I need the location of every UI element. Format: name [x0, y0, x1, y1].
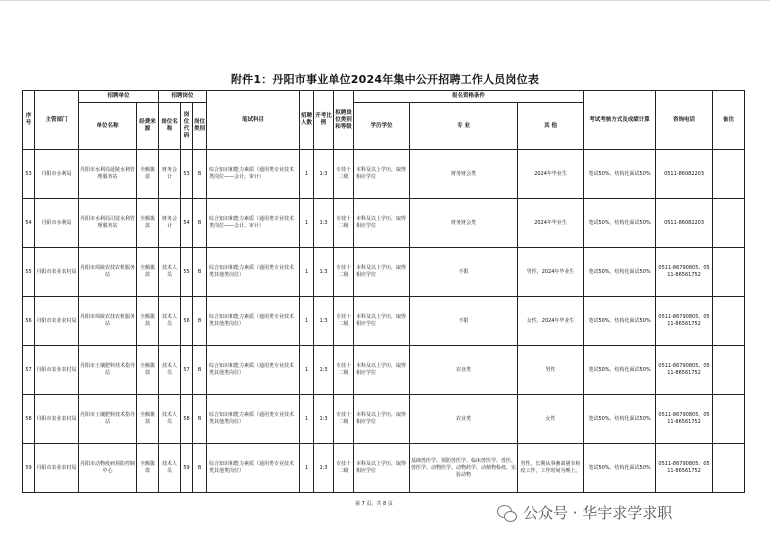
header-post-type: 岗位类别 [193, 103, 207, 150]
watermark [497, 502, 672, 523]
cell-funding: 全额拨款 [137, 297, 159, 346]
cell-category: 专技十二级 [334, 346, 354, 395]
cell-exam: 综合知识和能力素质（通用类专业技术类其他类岗位） [207, 248, 300, 297]
header-unit-group: 招聘单位 [79, 91, 159, 103]
header-row-1 [23, 91, 745, 103]
cell-funding: 全额拨款 [137, 199, 159, 248]
cell-ratio: 1:3 [314, 395, 334, 444]
job-table [22, 90, 745, 493]
cell-post-code: 56 [181, 297, 193, 346]
cell-method: 笔试50%，结构化面试50% [584, 248, 656, 297]
cell-method: 笔试50%，结构化面试50% [584, 346, 656, 395]
cell-unit: 丹阳市土壤肥料技术指导站 [79, 395, 137, 444]
header-other: 其 他 [518, 103, 584, 150]
cell-ratio: 1:3 [314, 248, 334, 297]
cell-unit: 丹阳市水利局司徒水利管理服务站 [79, 199, 137, 248]
header-post-group: 招聘岗位 [159, 91, 207, 103]
cell-major: 财务财会类 [410, 150, 518, 199]
cell-seq: 53 [23, 150, 35, 199]
cell-other: 男性，长期从事畜禽屠宰检疫工作，工作时间为晚上。 [518, 444, 584, 493]
cell-post-name: 技术人员 [159, 395, 181, 444]
cell-category: 专技十二级 [334, 150, 354, 199]
cell-phone: 0511-86790805、0511-86561752 [656, 297, 713, 346]
table-row [23, 444, 745, 493]
cell-count: 1 [300, 444, 314, 493]
wechat-icon [497, 503, 517, 523]
watermark-text: 公众号 · 华宇求学求职 [523, 504, 673, 522]
cell-method: 笔试50%，结构化面试50% [584, 395, 656, 444]
cell-exam: 综合知识和能力素质（通用类专业技术类岗位——会计、审计） [207, 199, 300, 248]
cell-seq: 57 [23, 346, 35, 395]
cell-phone: 0511-86790805、0511-86561752 [656, 395, 713, 444]
cell-major: 农业类 [410, 346, 518, 395]
cell-count: 1 [300, 199, 314, 248]
cell-phone: 0511-86790805、0511-86561752 [656, 248, 713, 297]
cell-exam: 综合知识和能力素质（通用类专业技术类岗位——会计、审计） [207, 150, 300, 199]
cell-exam: 综合知识和能力素质（通用类专业技术类其他类岗位） [207, 346, 300, 395]
cell-notes [713, 395, 745, 444]
cell-funding: 全额拨款 [137, 150, 159, 199]
cell-post-code: 54 [181, 199, 193, 248]
cell-education: 本科及以上学历，取得相应学位 [354, 346, 410, 395]
cell-notes [713, 248, 745, 297]
cell-post-type: B [193, 395, 207, 444]
cell-education: 本科及以上学历，取得相应学位 [354, 199, 410, 248]
cell-method: 笔试50%，结构化面试50% [584, 444, 656, 493]
cell-post-name: 财务会计 [159, 150, 181, 199]
cell-other: 男性 [518, 346, 584, 395]
cell-method: 笔试50%，结构化面试50% [584, 199, 656, 248]
cell-seq: 59 [23, 444, 35, 493]
cell-post-code: 55 [181, 248, 193, 297]
cell-authority: 丹阳市水利局 [35, 199, 79, 248]
cell-authority: 丹阳市水利局 [35, 150, 79, 199]
cell-notes [713, 150, 745, 199]
cell-other: 男性，2024年毕业生 [518, 248, 584, 297]
cell-other: 2024年毕业生 [518, 199, 584, 248]
header-exam: 笔试科目 [207, 91, 300, 150]
cell-ratio: 1:3 [314, 150, 334, 199]
cell-post-name: 技术人员 [159, 297, 181, 346]
cell-category: 专技十二级 [334, 297, 354, 346]
cell-funding: 全额拨款 [137, 346, 159, 395]
cell-category: 专技十二级 [334, 395, 354, 444]
header-education: 学历学位 [354, 103, 410, 150]
cell-post-code: 57 [181, 346, 193, 395]
table-row [23, 248, 745, 297]
cell-education: 本科及以上学历，取得相应学位 [354, 297, 410, 346]
cell-post-type: B [193, 297, 207, 346]
page-top-border [0, 0, 770, 1]
header-method: 考试考核方式及成绩计算 [584, 91, 656, 150]
cell-seq: 56 [23, 297, 35, 346]
cell-notes [713, 297, 745, 346]
cell-seq: 55 [23, 248, 35, 297]
cell-notes [713, 444, 745, 493]
cell-authority: 丹阳市农业农村局 [35, 248, 79, 297]
header-category: 拟聘岗位类别和等级 [334, 91, 354, 150]
header-post-name: 岗位名称 [159, 103, 181, 150]
cell-phone: 0511-86790805、0511-86561752 [656, 346, 713, 395]
cell-other: 女性 [518, 395, 584, 444]
cell-authority: 丹阳市农业农村局 [35, 297, 79, 346]
cell-ratio: 1:3 [314, 199, 334, 248]
page-number: 第 7 页，共 8 页 [355, 501, 393, 507]
cell-post-code: 58 [181, 395, 193, 444]
cell-post-type: B [193, 150, 207, 199]
cell-notes [713, 346, 745, 395]
header-notes: 备注 [713, 91, 745, 150]
page-title: 附件1：丹阳市事业单位2024年集中公开招聘工作人员岗位表 [230, 73, 540, 86]
cell-funding: 全额拨款 [137, 395, 159, 444]
cell-education: 本科及以上学历，取得相应学位 [354, 444, 410, 493]
cell-post-name: 技术人员 [159, 248, 181, 297]
table-row [23, 297, 745, 346]
cell-authority: 丹阳市农业农村局 [35, 395, 79, 444]
cell-exam: 综合知识和能力素质（通用类专业技术类其他类岗位） [207, 444, 300, 493]
cell-exam: 综合知识和能力素质（通用类专业技术类其他类岗位） [207, 297, 300, 346]
cell-exam: 综合知识和能力素质（通用类专业技术类其他类岗位） [207, 395, 300, 444]
cell-post-code: 53 [181, 150, 193, 199]
cell-major: 财务财会类 [410, 199, 518, 248]
cell-post-type: B [193, 248, 207, 297]
cell-authority: 丹阳市农业农村局 [35, 346, 79, 395]
cell-other: 2024年毕业生 [518, 150, 584, 199]
cell-education: 本科及以上学历，取得相应学位 [354, 150, 410, 199]
cell-post-type: B [193, 444, 207, 493]
header-unit-name: 单位名称 [79, 103, 137, 150]
cell-category: 专技十二级 [334, 199, 354, 248]
cell-authority: 丹阳市农业农村局 [35, 444, 79, 493]
cell-funding: 全额拨款 [137, 248, 159, 297]
header-ratio: 开考比例 [314, 91, 334, 150]
cell-notes [713, 199, 745, 248]
cell-post-name: 技术人员 [159, 444, 181, 493]
cell-unit: 丹阳市珥陵农技农机服务站 [79, 297, 137, 346]
header-phone: 咨询电话 [656, 91, 713, 150]
cell-unit: 丹阳市动物疫病预防控制中心 [79, 444, 137, 493]
header-count: 招聘人数 [300, 91, 314, 150]
cell-post-name: 技术人员 [159, 346, 181, 395]
cell-post-name: 财务会计 [159, 199, 181, 248]
cell-education: 本科及以上学历，取得相应学位 [354, 395, 410, 444]
header-seq: 序号 [23, 91, 35, 150]
cell-post-type: B [193, 199, 207, 248]
cell-method: 笔试50%，结构化面试50% [584, 150, 656, 199]
cell-count: 1 [300, 395, 314, 444]
header-authority: 主管部门 [35, 91, 79, 150]
cell-unit: 丹阳市珥陵农技农机服务站 [79, 248, 137, 297]
cell-unit: 丹阳市水利局延陵水利管理服务站 [79, 150, 137, 199]
table-row [23, 346, 745, 395]
cell-phone: 0511-86082203 [656, 199, 713, 248]
cell-major: 农业类 [410, 395, 518, 444]
cell-ratio: 1:3 [314, 297, 334, 346]
cell-category: 专技十二级 [334, 248, 354, 297]
cell-ratio: 1:3 [314, 444, 334, 493]
cell-ratio: 1:3 [314, 346, 334, 395]
header-requirements-group: 报名资格条件 [354, 91, 584, 103]
table-row [23, 199, 745, 248]
table-row [23, 150, 745, 199]
cell-education: 本科及以上学历，取得相应学位 [354, 248, 410, 297]
header-post-code: 岗位代码 [181, 103, 193, 150]
cell-seq: 58 [23, 395, 35, 444]
cell-post-code: 59 [181, 444, 193, 493]
cell-category: 专技十二级 [334, 444, 354, 493]
cell-phone: 0511-86790805、0511-86561752 [656, 444, 713, 493]
cell-other: 女性，2024年毕业生 [518, 297, 584, 346]
cell-count: 1 [300, 297, 314, 346]
cell-count: 1 [300, 346, 314, 395]
cell-funding: 全额拨款 [137, 444, 159, 493]
table-body [23, 150, 745, 493]
table-row [23, 395, 745, 444]
cell-seq: 54 [23, 199, 35, 248]
cell-major: 不限 [410, 248, 518, 297]
cell-unit: 丹阳市土壤肥料技术指导站 [79, 346, 137, 395]
cell-count: 1 [300, 150, 314, 199]
cell-major: 基础兽医学、预防兽医学、临床兽医学、兽医、兽医学、动物医学、动物药学、动植物检疫、实验动物 [410, 444, 518, 493]
header-major: 专 业 [410, 103, 518, 150]
header-funding: 经费来源 [137, 103, 159, 150]
cell-major: 不限 [410, 297, 518, 346]
cell-post-type: B [193, 346, 207, 395]
cell-count: 1 [300, 248, 314, 297]
cell-method: 笔试50%，结构化面试50% [584, 297, 656, 346]
cell-phone: 0511-86082203 [656, 150, 713, 199]
